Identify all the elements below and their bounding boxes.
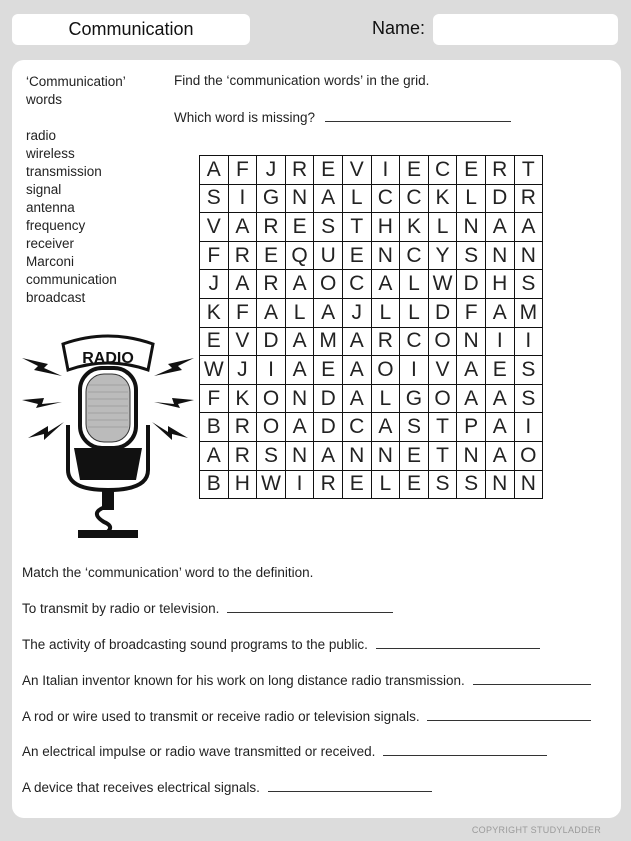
grid-cell[interactable]: O <box>514 441 543 470</box>
name-label: Name: <box>372 18 426 38</box>
grid-cell[interactable]: R <box>228 241 257 270</box>
grid-cell[interactable]: F <box>200 384 229 413</box>
grid-cell[interactable]: E <box>485 356 514 385</box>
grid-cell[interactable]: T <box>342 213 371 242</box>
grid-cell[interactable]: E <box>200 327 229 356</box>
word-list-item: antenna <box>26 200 75 215</box>
grid-cell[interactable]: H <box>371 213 400 242</box>
grid-cell[interactable]: F <box>228 156 257 185</box>
grid-cell[interactable]: I <box>228 184 257 213</box>
word-list-item: communication <box>26 272 117 287</box>
grid-cell[interactable]: U <box>314 241 343 270</box>
grid-cell[interactable]: R <box>371 327 400 356</box>
grid-cell[interactable]: V <box>200 213 229 242</box>
grid-cell[interactable]: J <box>228 356 257 385</box>
grid-cell[interactable]: N <box>371 441 400 470</box>
grid-cell[interactable]: S <box>428 470 457 499</box>
grid-cell[interactable]: A <box>200 156 229 185</box>
grid-cell[interactable]: A <box>314 184 343 213</box>
answer-6-blank[interactable] <box>268 779 432 792</box>
grid-cell[interactable]: C <box>400 327 429 356</box>
question-6-text: A device that receives electrical signals. <box>22 780 260 795</box>
grid-cell[interactable]: S <box>200 184 229 213</box>
grid-row <box>200 213 543 242</box>
question-1-text: To transmit by radio or television. <box>22 601 220 616</box>
grid-cell[interactable]: I <box>514 327 543 356</box>
grid-cell[interactable]: B <box>200 413 229 442</box>
word-list-item: radio <box>26 128 57 143</box>
grid-cell[interactable]: K <box>428 184 457 213</box>
word-list <box>26 127 117 307</box>
grid-cell[interactable]: C <box>400 241 429 270</box>
grid-cell[interactable]: M <box>514 298 543 327</box>
question-5 <box>22 743 547 759</box>
grid-cell[interactable]: L <box>285 298 314 327</box>
worksheet-title-box <box>12 14 250 45</box>
grid-cell[interactable]: A <box>342 327 371 356</box>
grid-cell[interactable]: A <box>485 384 514 413</box>
grid-cell[interactable]: C <box>342 270 371 299</box>
grid-cell[interactable]: O <box>257 413 286 442</box>
grid-cell[interactable]: N <box>371 241 400 270</box>
grid-cell[interactable]: L <box>428 213 457 242</box>
grid-cell[interactable]: W <box>257 470 286 499</box>
grid-cell[interactable]: D <box>428 298 457 327</box>
grid-cell[interactable]: R <box>257 213 286 242</box>
radio-microphone-icon <box>18 330 198 540</box>
grid-cell[interactable]: I <box>485 327 514 356</box>
grid-cell[interactable]: T <box>428 441 457 470</box>
grid-cell[interactable]: E <box>342 241 371 270</box>
grid-cell[interactable]: L <box>371 470 400 499</box>
grid-cell[interactable]: T <box>428 413 457 442</box>
grid-cell[interactable]: A <box>457 356 486 385</box>
grid-cell[interactable]: A <box>285 270 314 299</box>
answer-4-blank[interactable] <box>427 708 591 721</box>
grid-cell[interactable]: E <box>342 470 371 499</box>
word-list-item: wireless <box>26 146 75 161</box>
grid-cell[interactable]: E <box>400 470 429 499</box>
grid-cell[interactable]: C <box>400 184 429 213</box>
grid-row <box>200 470 543 499</box>
grid-cell[interactable]: A <box>371 270 400 299</box>
grid-cell[interactable]: N <box>342 441 371 470</box>
matching-title: Match the ‘communication’ word to the definition. <box>22 565 314 580</box>
grid-cell[interactable]: N <box>457 441 486 470</box>
grid-cell[interactable]: I <box>400 356 429 385</box>
grid-cell[interactable]: I <box>514 413 543 442</box>
grid-cell[interactable]: D <box>314 384 343 413</box>
question-2-text: The activity of broadcasting sound programs to the public. <box>22 637 368 652</box>
grid-cell[interactable]: K <box>400 213 429 242</box>
grid-row <box>200 413 543 442</box>
grid-cell[interactable]: A <box>342 356 371 385</box>
grid-row <box>200 241 543 270</box>
grid-cell[interactable]: N <box>285 441 314 470</box>
missing-word-label: Which word is missing? <box>174 110 316 125</box>
grid-cell[interactable]: J <box>200 270 229 299</box>
question-1 <box>22 600 393 616</box>
grid-cell[interactable]: N <box>457 213 486 242</box>
grid-row <box>200 356 543 385</box>
word-list-item: signal <box>26 182 62 197</box>
grid-cell[interactable]: A <box>485 213 514 242</box>
grid-cell[interactable]: B <box>200 470 229 499</box>
grid-cell[interactable]: A <box>314 441 343 470</box>
question-5-text: An electrical impulse or radio wave transmitted or received. <box>22 744 376 759</box>
grid-cell[interactable]: F <box>228 298 257 327</box>
question-4 <box>22 708 591 724</box>
grid-cell[interactable]: A <box>371 413 400 442</box>
grid-cell[interactable]: A <box>485 298 514 327</box>
name-field[interactable] <box>433 14 618 45</box>
word-list-item: transmission <box>26 164 102 179</box>
grid-cell[interactable]: S <box>457 470 486 499</box>
grid-cell[interactable]: L <box>371 298 400 327</box>
grid-cell[interactable]: C <box>342 413 371 442</box>
grid-cell[interactable]: A <box>228 213 257 242</box>
copyright-text: COPYRIGHT STUDYLADDER <box>471 825 601 835</box>
grid-cell[interactable]: A <box>342 384 371 413</box>
grid-cell[interactable]: P <box>457 413 486 442</box>
answer-5-blank[interactable] <box>383 743 547 756</box>
grid-cell[interactable]: E <box>400 156 429 185</box>
grid-cell[interactable]: K <box>228 384 257 413</box>
radio-sign-text: RADIO <box>82 350 134 367</box>
grid-cell[interactable]: D <box>457 270 486 299</box>
grid-cell[interactable]: A <box>285 413 314 442</box>
grid-cell[interactable]: E <box>314 356 343 385</box>
question-6 <box>22 779 432 795</box>
answer-2-blank[interactable] <box>376 636 540 649</box>
grid-cell[interactable]: R <box>314 470 343 499</box>
grid-cell[interactable]: K <box>200 298 229 327</box>
grid-cell[interactable]: N <box>285 184 314 213</box>
find-instruction: Find the ‘communication words’ in the grid. <box>174 73 430 88</box>
grid-row <box>200 327 543 356</box>
grid-cell[interactable]: W <box>200 356 229 385</box>
grid-cell[interactable]: S <box>400 413 429 442</box>
grid-cell[interactable]: E <box>257 241 286 270</box>
grid-cell[interactable]: I <box>257 356 286 385</box>
grid-cell[interactable]: J <box>342 298 371 327</box>
grid-cell[interactable]: J <box>257 156 286 185</box>
grid-cell[interactable]: Y <box>428 241 457 270</box>
grid-row <box>200 184 543 213</box>
grid-cell[interactable]: A <box>200 441 229 470</box>
grid-cell[interactable]: L <box>400 298 429 327</box>
worksheet-title: Communication <box>68 19 194 39</box>
missing-word-blank[interactable] <box>325 109 511 122</box>
grid-cell[interactable]: N <box>457 327 486 356</box>
grid-cell[interactable]: H <box>485 270 514 299</box>
grid-cell[interactable]: S <box>514 384 543 413</box>
grid-cell[interactable]: E <box>457 156 486 185</box>
grid-cell[interactable]: V <box>342 156 371 185</box>
grid-cell[interactable]: N <box>514 470 543 499</box>
grid-cell[interactable]: R <box>257 270 286 299</box>
grid-cell[interactable]: M <box>314 327 343 356</box>
grid-cell[interactable]: G <box>257 184 286 213</box>
grid-cell[interactable]: A <box>257 298 286 327</box>
grid-cell[interactable]: F <box>200 241 229 270</box>
question-3-text: An Italian inventor known for his work on long distance radio transmission. <box>22 673 465 688</box>
question-4-text: A rod or wire used to transmit or receive radio or television signals. <box>22 709 420 724</box>
grid-cell[interactable]: O <box>314 270 343 299</box>
grid-cell[interactable]: R <box>228 413 257 442</box>
grid-cell[interactable]: N <box>285 384 314 413</box>
grid-cell[interactable]: N <box>485 241 514 270</box>
grid-cell[interactable]: F <box>457 298 486 327</box>
grid-cell[interactable]: S <box>514 270 543 299</box>
grid-cell[interactable]: O <box>257 384 286 413</box>
grid-cell[interactable]: A <box>314 298 343 327</box>
grid-cell[interactable]: O <box>371 356 400 385</box>
word-list-heading: ‘Communication’ words <box>26 74 126 107</box>
grid-cell[interactable]: D <box>485 184 514 213</box>
grid-cell[interactable]: S <box>457 241 486 270</box>
grid-cell[interactable]: G <box>400 384 429 413</box>
grid-row <box>200 270 543 299</box>
grid-cell[interactable]: D <box>257 327 286 356</box>
grid-cell[interactable]: A <box>514 213 543 242</box>
grid-cell[interactable]: D <box>314 413 343 442</box>
grid-cell[interactable]: E <box>400 441 429 470</box>
grid-cell[interactable]: S <box>314 213 343 242</box>
grid-cell[interactable]: V <box>228 327 257 356</box>
grid-cell[interactable]: R <box>228 441 257 470</box>
question-2 <box>22 636 540 652</box>
grid-cell[interactable]: A <box>228 270 257 299</box>
grid-cell[interactable]: C <box>371 184 400 213</box>
grid-cell[interactable]: A <box>485 441 514 470</box>
grid-row <box>200 298 543 327</box>
answer-1-blank[interactable] <box>227 600 393 613</box>
grid-cell[interactable]: N <box>514 241 543 270</box>
answer-3-blank[interactable] <box>473 672 591 685</box>
grid-cell[interactable]: E <box>285 213 314 242</box>
grid-row <box>200 156 543 185</box>
grid-cell[interactable]: A <box>285 327 314 356</box>
grid-cell[interactable]: V <box>428 356 457 385</box>
question-3 <box>22 672 591 688</box>
grid-cell[interactable]: R <box>514 184 543 213</box>
grid-cell[interactable]: A <box>457 384 486 413</box>
grid-cell[interactable]: L <box>457 184 486 213</box>
missing-word-question <box>174 109 511 125</box>
grid-cell[interactable]: C <box>428 156 457 185</box>
grid-cell[interactable]: A <box>485 413 514 442</box>
grid-cell[interactable]: L <box>400 270 429 299</box>
grid-cell[interactable]: O <box>428 327 457 356</box>
grid-cell[interactable]: R <box>285 156 314 185</box>
grid-cell[interactable]: L <box>342 184 371 213</box>
grid-row <box>200 441 543 470</box>
grid-cell[interactable]: A <box>285 356 314 385</box>
grid-cell[interactable]: T <box>514 156 543 185</box>
word-list-item: receiver <box>26 236 75 251</box>
grid-cell[interactable]: W <box>428 270 457 299</box>
grid-cell[interactable]: I <box>371 156 400 185</box>
grid-cell[interactable]: R <box>485 156 514 185</box>
word-list-item: broadcast <box>26 290 86 305</box>
grid-row <box>200 384 543 413</box>
grid-cell[interactable]: N <box>485 470 514 499</box>
grid-cell[interactable]: E <box>314 156 343 185</box>
grid-cell[interactable]: S <box>514 356 543 385</box>
word-search-grid <box>199 155 543 499</box>
grid-cell[interactable]: Q <box>285 241 314 270</box>
grid-cell[interactable]: I <box>285 470 314 499</box>
word-list-item: Marconi <box>26 254 75 269</box>
grid-cell[interactable]: L <box>371 384 400 413</box>
grid-cell[interactable]: H <box>228 470 257 499</box>
grid-cell[interactable]: O <box>428 384 457 413</box>
grid-cell[interactable]: S <box>257 441 286 470</box>
word-list-item: frequency <box>26 218 86 233</box>
